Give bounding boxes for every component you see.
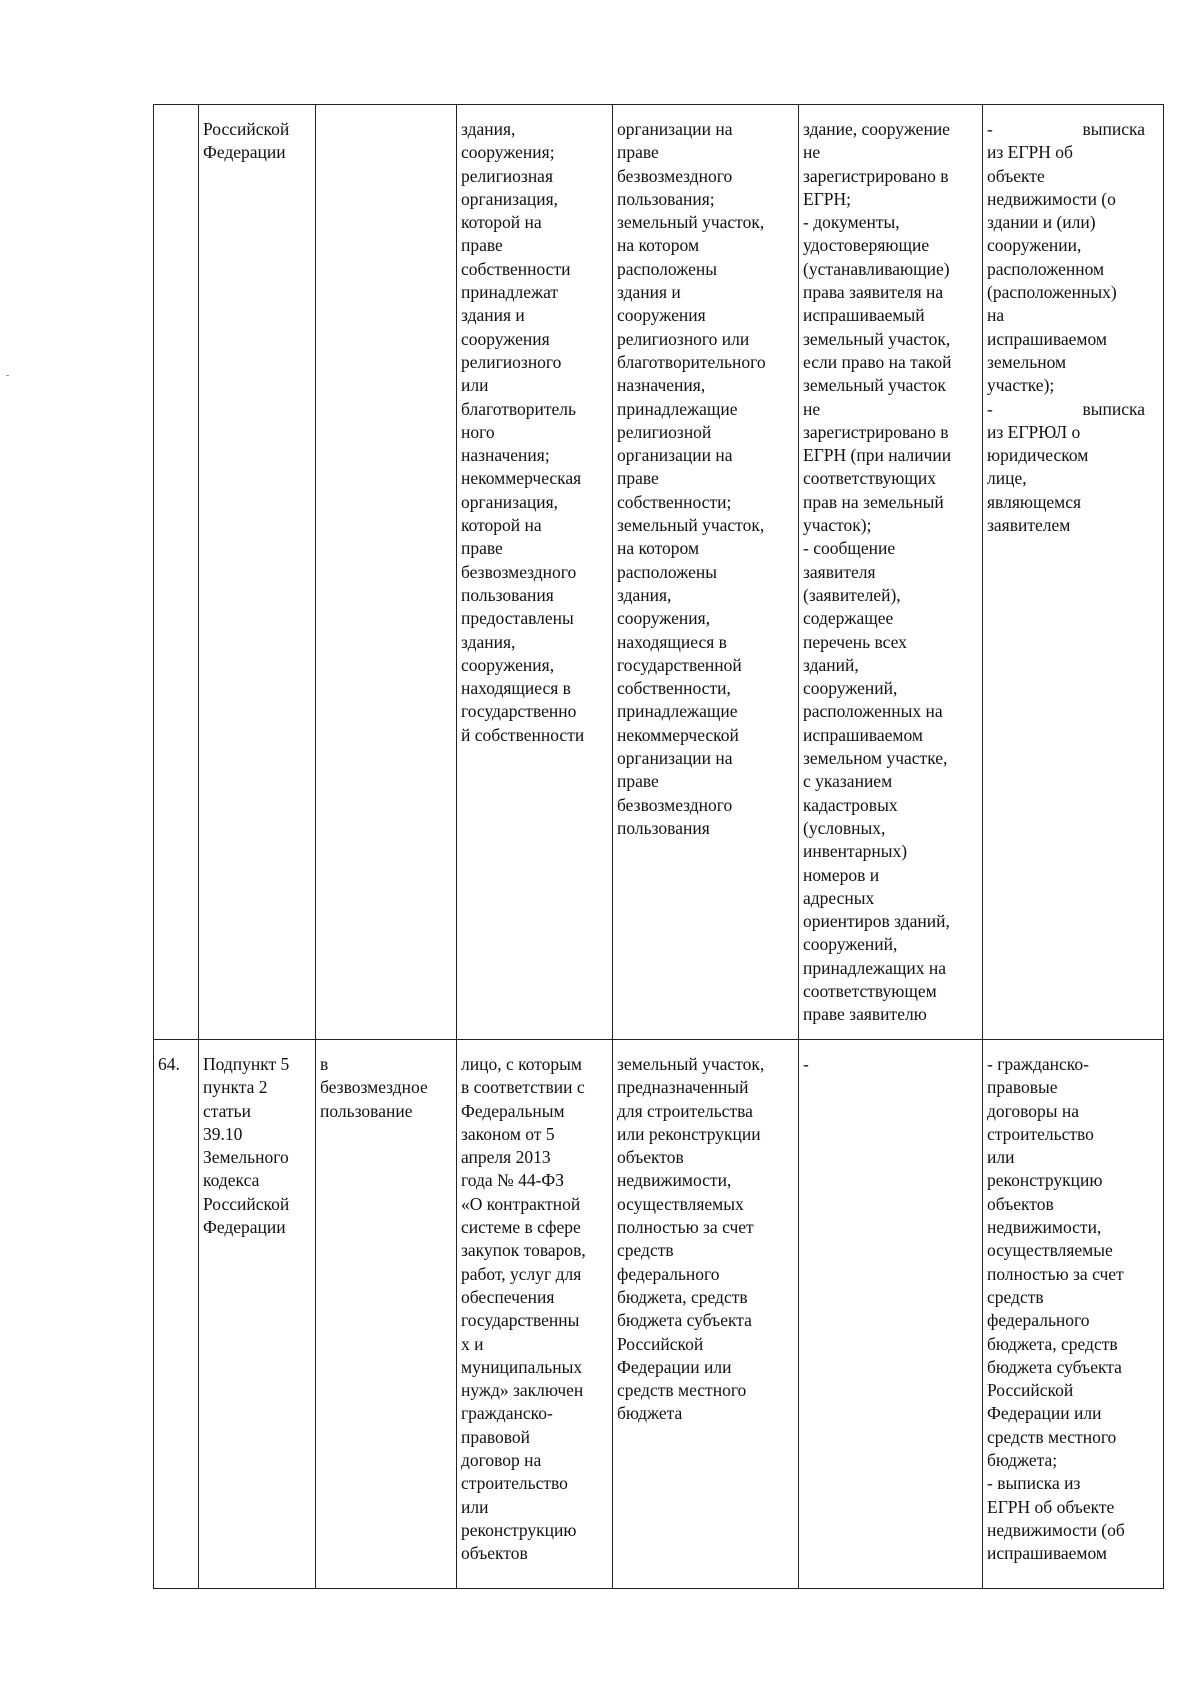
recipient-cell (457, 1040, 613, 1589)
agency-doc-item-1-word: выписка (1082, 119, 1145, 139)
agency-documents-cell (983, 1040, 1164, 1589)
agency-documents-cell (983, 105, 1164, 1040)
agency-doc-item-2-word: выписка (1082, 398, 1145, 419)
legal-basis-cell (199, 1040, 316, 1589)
legal-basis-text: Подпункт 5 пункта 2 статьи 39.10 Земельного кодекса Российской Федерации (203, 1054, 290, 1238)
row-number: 64. (158, 1054, 180, 1074)
legal-basis-text: Российской Федерации (203, 119, 290, 163)
agency-doc-item-2-head (987, 398, 1159, 421)
recipient-text: здания, сооружения; религиозная организация, которой на праве собственности принадлежат здания и сооружения религиозного или благотворитель ного назначения; некоммерческая организация, которой на праве безвозмездного пользования предоставлены здания, сооружения, находящиеся в государственно й собственности (461, 119, 585, 745)
row-number-cell (154, 105, 199, 1040)
right-type-text: в безвозмездное пользование (320, 1054, 428, 1121)
applicant-documents-text: здание, сооружение не зарегистрировано в ЕГРН; - документы, удостоверяющие (устанавливающие) права заявителя на испрашиваемый земельный участок, если право на такой земельный участок не зарегистрировано в ЕГРН (при наличии соответствующих прав на земельный участок); - сообщение заявителя (заявителей), содержащее перечень всех зданий, сооружений, расположенных на испрашиваемом земельном участке, с указанием кадастровых (условных, инвентарных) номеров и адресных ориентиров зданий, сооружений, принадлежащих на соответствующем праве заявителю (803, 119, 952, 1025)
recipient-text: лицо, с которым в соответствии с Федеральным законом от 5 апреля 2013 года № 44-ФЗ «О контрактной системе в сфере закупок товаров, работ, услуг для обеспечения государственны х и муниципальных нужд» заключен гражданско- правовой договор на строительство или реконструкцию объектов (461, 1054, 586, 1564)
land-plot-text: земельный участок, предназначенный для строительства или реконструкции объектов недвижимости, осуществляемых полностью за счет средств федерального бюджета, средств бюджета субъекта Российской Федерации или средств местного бюджета (617, 1054, 765, 1424)
agency-doc-item-1-head (987, 118, 1159, 141)
land-plot-cell (613, 105, 799, 1040)
right-type-cell (316, 105, 457, 1040)
agency-doc-item-2-text: из ЕГРЮЛ о юридическом лице, являющемся заявителем (987, 421, 1089, 536)
scan-edge-mark (6, 375, 9, 376)
table-row (154, 105, 1164, 1040)
applicant-documents-cell (799, 105, 983, 1040)
list-dash: - (987, 119, 993, 139)
land-plot-cell (613, 1040, 799, 1589)
row-number-cell (154, 1040, 199, 1589)
land-plots-table (153, 104, 1164, 1589)
applicant-documents-text: - (803, 1054, 809, 1074)
agency-doc-item-1-text: из ЕГРН об объекте недвижимости (о здании и (или) сооружении, расположенном (расположенных) на испрашиваемом земельном участке); (987, 142, 1117, 396)
legal-basis-cell (199, 105, 316, 1040)
land-plot-text: организации на праве безвозмездного пользования; земельный участок, на котором расположены здания и сооружения религиозного или благотворительного назначения, принадлежащие религиозной организации на праве собственности; земельный участок, на котором расположены здания, сооружения, находящиеся в государственной собственности, принадлежащие некоммерческой организации на праве безвозмездного пользования (617, 119, 766, 838)
agency-documents-text: - гражданско- правовые договоры на строительство или реконструкцию объектов недвижимости, осуществляемые полностью за счет средств федерального бюджета, средств бюджета субъекта Российской Федерации или средств местного бюджета; - выписка из ЕГРН об объекте недвижимости (об испрашиваемом (987, 1054, 1125, 1564)
table-row (154, 1040, 1164, 1589)
recipient-cell (457, 105, 613, 1040)
list-dash: - (987, 398, 993, 419)
right-type-cell (316, 1040, 457, 1589)
applicant-documents-cell (799, 1040, 983, 1589)
